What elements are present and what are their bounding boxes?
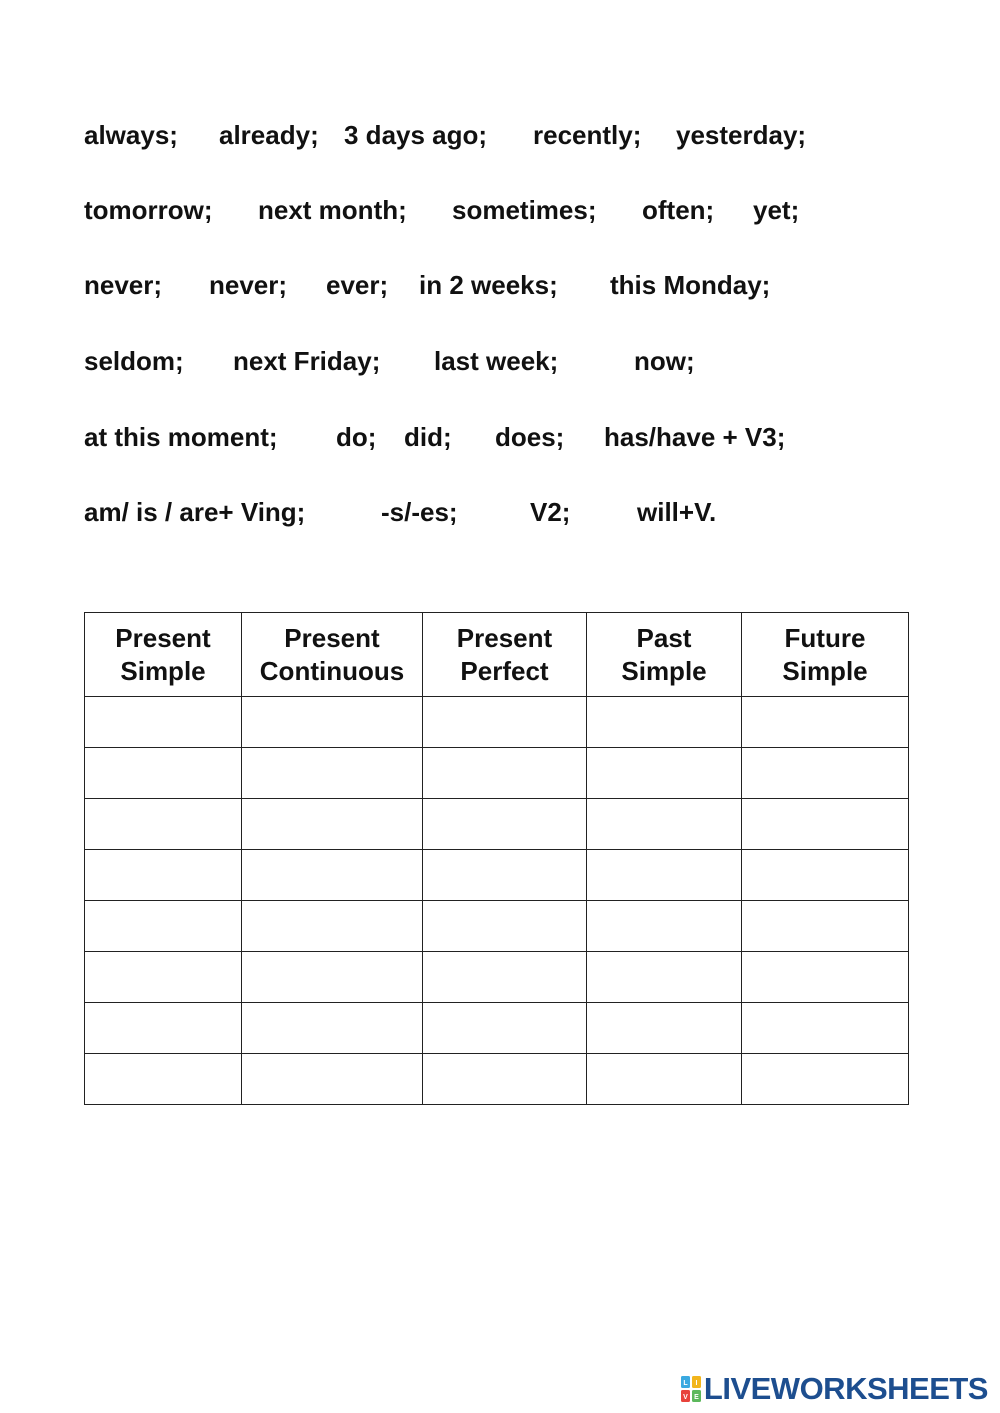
header-line: Perfect bbox=[460, 655, 549, 686]
word-item: yesterday; bbox=[676, 120, 807, 150]
word-item: now; bbox=[634, 346, 695, 376]
word-item: 3 days ago; bbox=[344, 120, 488, 150]
word-item: V2; bbox=[530, 497, 571, 527]
answer-cell[interactable] bbox=[423, 1054, 587, 1105]
word-item: this Monday; bbox=[610, 270, 771, 300]
header-line: Present bbox=[456, 622, 553, 653]
logo-letter-e: E bbox=[694, 1394, 699, 1401]
answer-cell[interactable] bbox=[587, 748, 742, 799]
answer-cell[interactable] bbox=[742, 901, 909, 952]
word-item: never; bbox=[209, 270, 288, 300]
answer-cell[interactable] bbox=[587, 799, 742, 850]
answer-cell[interactable] bbox=[85, 697, 242, 748]
answer-cell[interactable] bbox=[742, 697, 909, 748]
answer-cell[interactable] bbox=[85, 799, 242, 850]
column-header-past-simple bbox=[587, 613, 742, 697]
answer-cell[interactable] bbox=[242, 1003, 423, 1054]
answer-cell[interactable] bbox=[742, 799, 909, 850]
table-row bbox=[85, 1003, 909, 1054]
table-row bbox=[85, 799, 909, 850]
answer-cell[interactable] bbox=[423, 748, 587, 799]
logo-letter-l: L bbox=[683, 1380, 688, 1387]
answer-cell[interactable] bbox=[587, 952, 742, 1003]
answer-cell[interactable] bbox=[242, 748, 423, 799]
answer-cell[interactable] bbox=[742, 952, 909, 1003]
answer-cell[interactable] bbox=[587, 1054, 742, 1105]
word-item: in 2 weeks; bbox=[419, 270, 558, 300]
header-line: Continuous bbox=[259, 655, 405, 686]
word-item: tomorrow; bbox=[84, 195, 213, 225]
answer-cell[interactable] bbox=[423, 901, 587, 952]
table-row bbox=[85, 697, 909, 748]
word-item: always; bbox=[84, 120, 178, 150]
answer-cell[interactable] bbox=[423, 850, 587, 901]
answer-cell[interactable] bbox=[423, 1003, 587, 1054]
column-header-present-perfect bbox=[423, 613, 587, 697]
header-line: Simple bbox=[621, 655, 707, 686]
table-row bbox=[85, 952, 909, 1003]
header-line: Simple bbox=[120, 655, 206, 686]
table-row bbox=[85, 748, 909, 799]
answer-cell[interactable] bbox=[587, 697, 742, 748]
word-item: has/have + V3; bbox=[604, 422, 786, 452]
word-item: next Friday; bbox=[233, 346, 381, 376]
answer-cell[interactable] bbox=[742, 748, 909, 799]
answer-cell[interactable] bbox=[242, 1054, 423, 1105]
word-item: never; bbox=[84, 270, 163, 300]
answer-cell[interactable] bbox=[587, 901, 742, 952]
header-line: Past bbox=[636, 622, 692, 653]
column-header-present-simple bbox=[85, 613, 242, 697]
word-item: often; bbox=[642, 195, 715, 225]
answer-cell[interactable] bbox=[242, 952, 423, 1003]
answer-cell[interactable] bbox=[85, 1003, 242, 1054]
answer-cell[interactable] bbox=[587, 1003, 742, 1054]
column-header-future-simple bbox=[742, 613, 909, 697]
word-item: next month; bbox=[258, 195, 407, 225]
header-line: Simple bbox=[782, 655, 868, 686]
answer-cell[interactable] bbox=[242, 850, 423, 901]
word-item: already; bbox=[219, 120, 319, 150]
table-body bbox=[85, 697, 909, 1105]
answer-cell[interactable] bbox=[742, 1054, 909, 1105]
table-row bbox=[85, 901, 909, 952]
header-line: Future bbox=[784, 622, 866, 653]
answer-cell[interactable] bbox=[423, 952, 587, 1003]
logo-letter-v: V bbox=[683, 1394, 688, 1401]
header-line: Present bbox=[115, 622, 211, 653]
word-item: will+V. bbox=[637, 497, 717, 527]
answer-cell[interactable] bbox=[587, 850, 742, 901]
tense-table bbox=[84, 612, 909, 1105]
table-header-row bbox=[85, 613, 909, 697]
table-row bbox=[85, 850, 909, 901]
header-line: Present bbox=[284, 622, 380, 653]
answer-cell[interactable] bbox=[242, 799, 423, 850]
answer-cell[interactable] bbox=[742, 850, 909, 901]
answer-cell[interactable] bbox=[85, 748, 242, 799]
word-item: at this moment; bbox=[84, 422, 278, 452]
word-item: recently; bbox=[533, 120, 642, 150]
liveworksheets-logo-icon bbox=[681, 1376, 701, 1402]
word-item: did; bbox=[404, 422, 452, 452]
word-item: yet; bbox=[753, 195, 800, 225]
answer-cell[interactable] bbox=[742, 1003, 909, 1054]
column-header-present-continuous bbox=[242, 613, 423, 697]
liveworksheets-brand bbox=[681, 1372, 988, 1406]
word-item: last week; bbox=[434, 346, 559, 376]
answer-cell[interactable] bbox=[85, 850, 242, 901]
table-row bbox=[85, 1054, 909, 1105]
word-item: seldom; bbox=[84, 346, 184, 376]
answer-cell[interactable] bbox=[85, 901, 242, 952]
liveworksheets-wordmark: LIVEWORKSHEETS bbox=[703, 1371, 988, 1406]
word-item: sometimes; bbox=[452, 195, 597, 225]
answer-cell[interactable] bbox=[423, 799, 587, 850]
word-item: -s/-es; bbox=[381, 497, 458, 527]
word-item: does; bbox=[495, 422, 565, 452]
answer-cell[interactable] bbox=[242, 901, 423, 952]
word-item: am/ is / are+ Ving; bbox=[84, 497, 306, 527]
word-item: do; bbox=[336, 422, 377, 452]
answer-cell[interactable] bbox=[242, 697, 423, 748]
logo-letter-i: I bbox=[695, 1380, 698, 1387]
answer-cell[interactable] bbox=[85, 952, 242, 1003]
answer-cell[interactable] bbox=[423, 697, 587, 748]
word-item: ever; bbox=[326, 270, 389, 300]
answer-cell[interactable] bbox=[85, 1054, 242, 1105]
